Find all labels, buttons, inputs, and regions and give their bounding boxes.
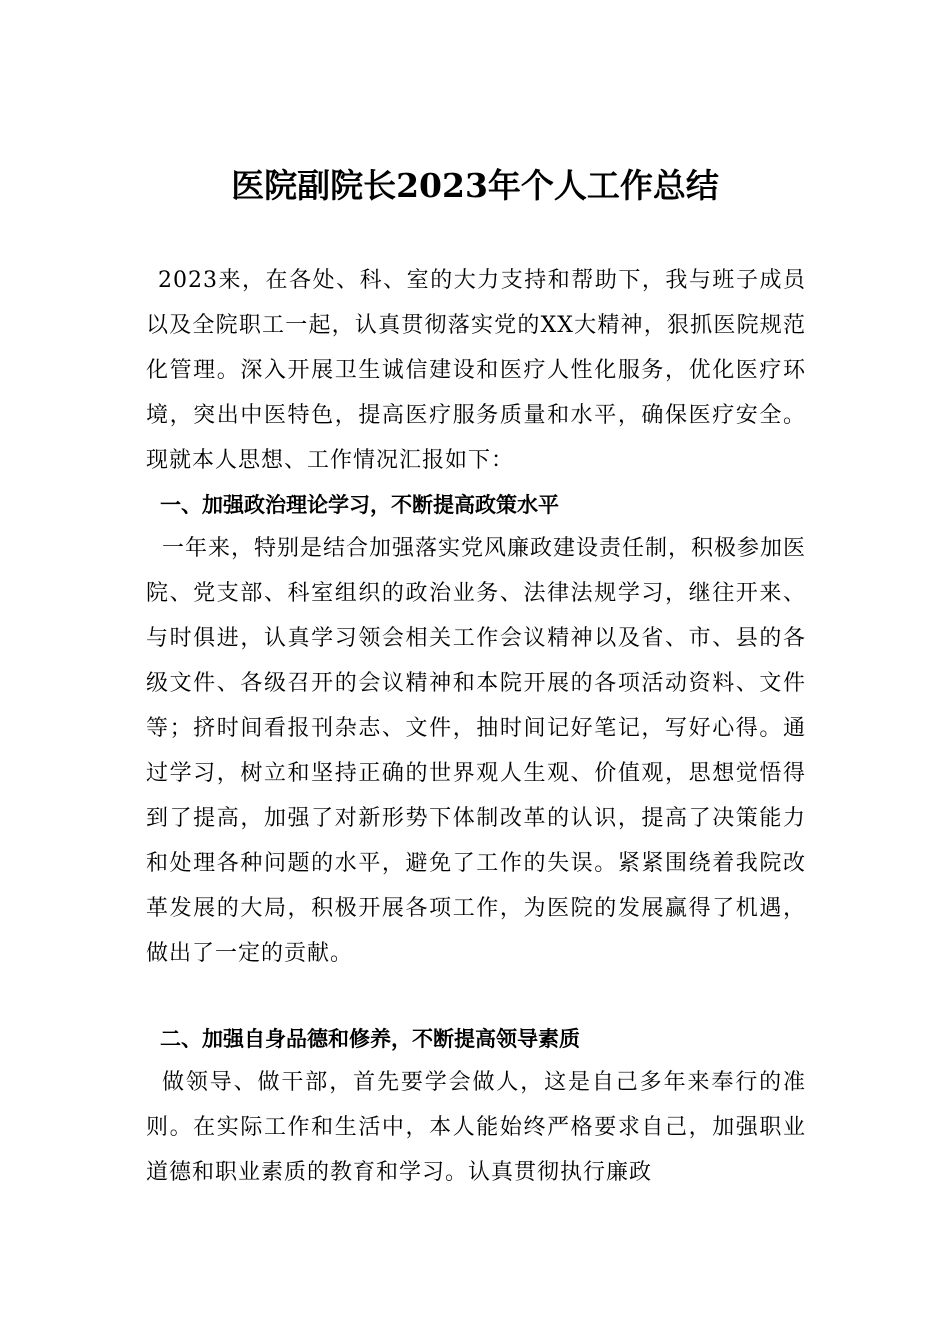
document-title: 医院副院长2023年个人工作总结 [231, 166, 719, 205]
section-body-2: 做领导、做干部，首先要学会做人，这是自己多年来奉行的准则。在实际工作和生活中，本人能始终严格要求自己，加强职业道德和职业素质的教育和学习。认真贯彻执行廉政 [146, 1070, 806, 1185]
section-body-1: 一年来，特别是结合加强落实党风廉政建设责任制，积极参加医院、党支部、科室组织的政治业务、法律法规学习，继往开来、与时俱进，认真学习领会相关工作会议精神以及省、市、县的各级文件、各级召开的会议精神和本院开展的各项活动资料、文件等；挤时间看报刊杂志、文件，抽时间记好笔记，写好心得。通过学习，树立和坚持正确的世界观人生观、价值观，思想觉悟得到了提高，加强了对新形势下体制改革的认识，提高了决策能力和处理各种问题的水平，避免了工作的失误。紧紧围绕着我院改革发展的大局，积极开展各项工作，为医院的发展赢得了机遇，做出了一定的贡献。 [146, 536, 807, 966]
intro-paragraph: 2023来，在各处、科、室的大力支持和帮助下，我与班子成员以及全院职工一起，认真贯彻落实党的XX大精神，狠抓医院规范化管理。深入开展卫生诚信建设和医疗人性化服务，优化医疗环境，突出中医特色，提高医疗服务质量和水平，确保医疗安全。现就本人思想、工作情况汇报如下： [146, 268, 806, 473]
section-heading-1: 一、加强政治理论学习，不断提高政策水平 [160, 493, 559, 517]
section-heading-2: 二、加强自身品德和修养，不断提高领导素质 [160, 1027, 580, 1051]
